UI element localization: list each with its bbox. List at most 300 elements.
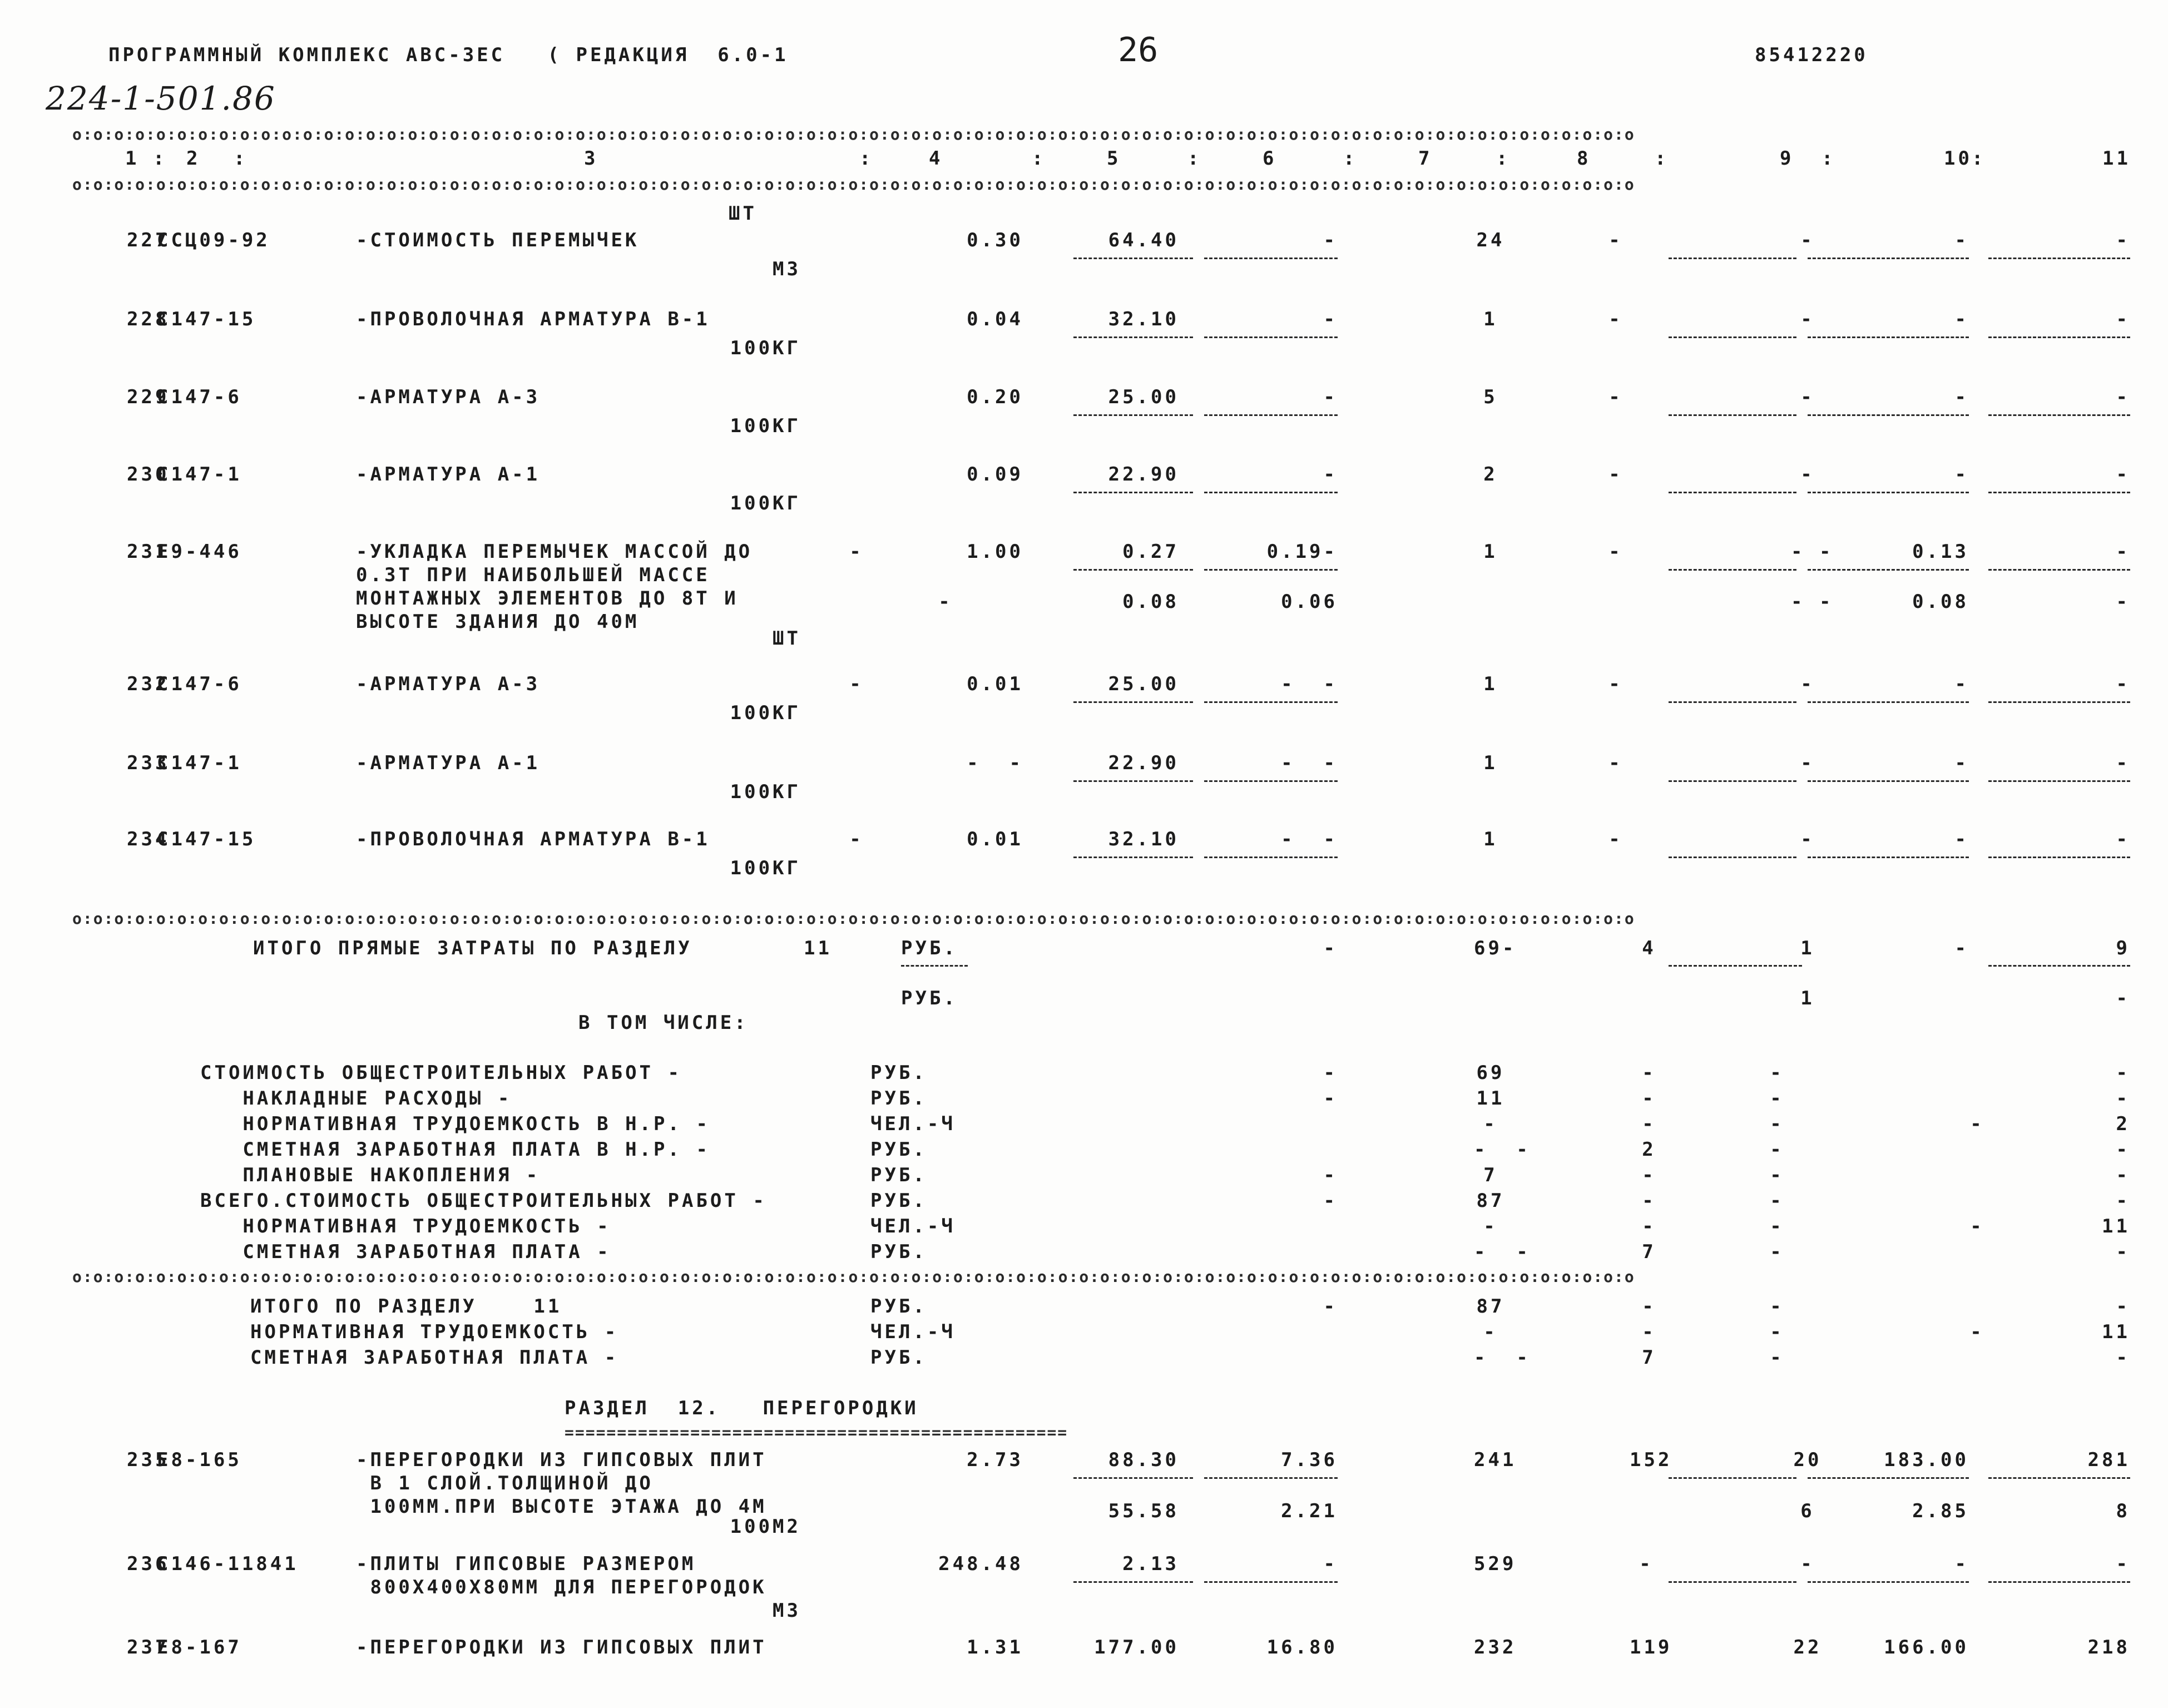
dash-rule (1204, 1477, 1338, 1479)
cell-quantity: 0.01 (967, 673, 1023, 695)
breakdown-unit: РУБ. (870, 1087, 927, 1110)
cell-machines: - - (1281, 752, 1338, 774)
totals-cell: 9 (2116, 937, 2130, 959)
cell-labor-total: - (2116, 1553, 2130, 1575)
cell-labor-total: 281 (2087, 1449, 2130, 1471)
column-number: 11 (2102, 147, 2131, 170)
cell-labor-unit-b: 2.85 (1912, 1500, 1969, 1522)
breakdown-cell: 7 (1642, 1346, 1656, 1369)
column-number: 2 (186, 147, 201, 170)
program-title: ПРОГРАММНЫЙ КОМПЛЕКС АВС-3ЕС ( РЕДАКЦИЯ 6.0-1 (108, 44, 789, 66)
cell-total: 24 (1476, 229, 1505, 251)
cell-labor: - (1800, 752, 1815, 774)
cell-total: 1 (1483, 752, 1498, 774)
cell-labor-total-b: - (2116, 591, 2130, 613)
cell-unit-cost: 25.00 (1108, 673, 1179, 695)
breakdown-cell: 11 (2102, 1321, 2130, 1343)
cell-labor-total: - (2116, 386, 2130, 408)
breakdown-cell: - (1770, 1321, 1784, 1343)
work-description: -ПЕРЕГОРОДКИ ИЗ ГИПСОВЫХ ПЛИТ (356, 1636, 767, 1659)
breakdown-cell: - - (1474, 1241, 1531, 1263)
cell-labor-total: 218 (2087, 1636, 2130, 1659)
totals-label: ИТОГО ПРЯМЫЕ ЗАТРАТЫ ПО РАЗДЕЛУ (253, 937, 692, 959)
dash-rule (1988, 1477, 2130, 1479)
cell-labor-total: - (2116, 463, 2130, 486)
dash-rule (1204, 492, 1338, 493)
breakdown-cell: - (1642, 1321, 1656, 1343)
cell-labor-unit: - (1954, 828, 1969, 850)
cell-machines: 7.36 (1281, 1449, 1338, 1471)
cell-quantity: 0.01 (967, 828, 1023, 850)
cell-wages: - (1608, 463, 1623, 486)
breakdown-cell: 7 (1642, 1241, 1656, 1263)
dash-rule (1073, 569, 1193, 571)
breakdown-cell: - (1483, 1321, 1498, 1343)
unit-label: М3 (773, 258, 801, 280)
column-divider: : (1187, 147, 1202, 170)
cell-machines: - (1323, 386, 1338, 408)
breakdown-cell: 2 (2116, 1113, 2130, 1135)
dash-rule (1204, 780, 1338, 782)
row-number: 229 (127, 386, 170, 408)
column-divider: : (1496, 147, 1511, 170)
norm-code: С147-6 (157, 386, 242, 408)
dash-rule (1808, 857, 1969, 858)
dash-rule (1988, 569, 2130, 571)
dash-rule (1204, 701, 1338, 703)
breakdown-cell: 7 (1483, 1164, 1498, 1186)
totals-unit: РУБ. (901, 937, 958, 959)
unit-label: 100КГ (730, 781, 801, 803)
work-description: -СТОИМОСТЬ ПЕРЕМЫЧЕК (356, 229, 640, 251)
totals-unit: РУБ. (901, 987, 958, 1009)
row-number: 232 (127, 673, 170, 695)
breakdown-cell: - (1770, 1113, 1784, 1135)
totals-cell: 1 (1800, 987, 1815, 1009)
cell-machines: - (1323, 463, 1338, 486)
cell-total: 1 (1483, 541, 1498, 563)
work-description: -ПЛИТЫ ГИПСОВЫЕ РАЗМЕРОМ (356, 1553, 696, 1575)
cell-unit-cost: 22.90 (1108, 463, 1179, 486)
cell-wages: - (1639, 1553, 1654, 1575)
row-number: 231 (127, 541, 170, 563)
cell-labor-total: - (2116, 541, 2130, 563)
dash-rule (1073, 780, 1193, 782)
breakdown-unit: РУБ. (870, 1190, 927, 1212)
column-divider: : (1032, 147, 1046, 170)
cell-unit-cost-b: 0.08 (1122, 591, 1179, 613)
breakdown-cell: - (1770, 1215, 1784, 1237)
section-title: РАЗДЕЛ 12. ПЕРЕГОРОДКИ (565, 1397, 919, 1419)
norm-code: С147-15 (157, 308, 256, 330)
breakdown-cell: 87 (1476, 1190, 1505, 1212)
cell-quantity: 1.31 (967, 1636, 1023, 1659)
cell-labor: - (1800, 229, 1815, 251)
dash-rule (1988, 258, 2130, 259)
breakdown-cell: 69 (1476, 1062, 1505, 1084)
breakdown-unit: РУБ. (870, 1138, 927, 1161)
breakdown-cell: - (1642, 1295, 1656, 1318)
breakdown-cell: - (2116, 1190, 2130, 1212)
cell-total: 529 (1474, 1553, 1517, 1575)
cell-labor-unit: - (1954, 463, 1969, 486)
cell-machines: 0.19- (1266, 541, 1338, 563)
column-number: 3 (584, 147, 598, 170)
cell-quantity: 248.48 (938, 1553, 1023, 1575)
totals-cell: - (2116, 987, 2130, 1009)
cell-total: 1 (1483, 673, 1498, 695)
dash-rule (1204, 258, 1338, 259)
dash-rule (1988, 1581, 2130, 1583)
breakdown-label: СМЕТНАЯ ЗАРАБОТНАЯ ПЛАТА В Н.Р. - (200, 1138, 710, 1161)
cell-machines: - (1323, 308, 1338, 330)
row-number: 230 (127, 463, 170, 486)
cell-unit-cost: 88.30 (1108, 1449, 1179, 1471)
breakdown-label: НОРМАТИВНАЯ ТРУДОЕМКОСТЬ - (200, 1215, 611, 1237)
cell-labor: - (1800, 463, 1815, 486)
breakdown-cell: - (1770, 1190, 1784, 1212)
breakdown-label: СТОИМОСТЬ ОБЩЕСТРОИТЕЛЬНЫХ РАБОТ - (200, 1062, 682, 1084)
column-number: 6 (1263, 147, 1277, 170)
breakdown-label: СМЕТНАЯ ЗАРАБОТНАЯ ПЛАТА - (250, 1346, 619, 1369)
breakdown-unit: РУБ. (870, 1346, 927, 1369)
cell-machines: - (1323, 1553, 1338, 1575)
norm-code: Е8-165 (157, 1449, 242, 1471)
breakdown-cell: - - (1474, 1138, 1531, 1161)
row-number: 233 (127, 752, 170, 774)
cell-labor-unit: 166.00 (1884, 1636, 1969, 1659)
breakdown-label: ВСЕГО.СТОИМОСТЬ ОБЩЕСТРОИТЕЛЬНЫХ РАБОТ - (200, 1190, 767, 1212)
column-number: 8 (1577, 147, 1591, 170)
cell-machines: 16.80 (1266, 1636, 1338, 1659)
row-number: 234 (127, 828, 170, 850)
cell-total: 232 (1474, 1636, 1517, 1659)
dash-rule (1669, 1581, 1796, 1583)
totals-separator: o:o:o:o:o:o:o:o:o:o:o:o:o:o:o:o:o:o:o:o:o:o:o:o:o:o:o:o:o:o:o:o:o:o:o:o:o:o:o:o:o:o:o:o:o:o:o:o:o:o:o:o:o:o:o:o:o:o:o:o:o:o:o:o:o:o:o:o:o:o:o:o:o:o:o (72, 911, 1635, 927)
dash-rule (1808, 492, 1969, 493)
dash-rule (1988, 701, 2130, 703)
cell-labor-total: - (2116, 229, 2130, 251)
handwritten-reference: 224-1-501.86 (46, 80, 276, 117)
dash-rule (1669, 336, 1796, 338)
dash-rule (1988, 965, 2130, 967)
breakdown-cell: - (1770, 1062, 1784, 1084)
breakdown-unit: РУБ. (870, 1062, 927, 1084)
cell-wages: - (1608, 308, 1623, 330)
norm-code: С147-1 (157, 463, 242, 486)
section-underline: ================================================ (565, 1425, 1068, 1440)
column-divider: : (153, 147, 167, 170)
dash-rule (1073, 492, 1193, 493)
work-description: -АРМАТУРА А-1 (356, 752, 541, 774)
breakdown-cell: - (1642, 1164, 1656, 1186)
dash-rule (1988, 780, 2130, 782)
breakdown-unit: РУБ. (870, 1295, 927, 1318)
breakdown-cell: - (1323, 1190, 1338, 1212)
breakdown-unit: РУБ. (870, 1241, 927, 1263)
totals-cell: 69- (1474, 937, 1517, 959)
dash-rule (1204, 336, 1338, 338)
work-description: 100ММ.ПРИ ВЫСОТЕ ЭТАЖА ДО 4М (356, 1496, 767, 1518)
cell-unit-cost: 177.00 (1094, 1636, 1179, 1659)
dash-rule (1669, 569, 1796, 571)
cell-labor: - (1800, 386, 1815, 408)
dash-rule (1073, 1477, 1193, 1479)
cell-total: 241 (1474, 1449, 1517, 1471)
cell-unit-cost: 0.27 (1122, 541, 1179, 563)
cell-wages: - (1608, 386, 1623, 408)
breakdown-unit: РУБ. (870, 1164, 927, 1186)
row-number: 236 (127, 1553, 170, 1575)
breakdown-cell: - (1323, 1087, 1338, 1110)
breakdown-cell: - (1770, 1241, 1784, 1263)
breakdown-cell: - (2116, 1087, 2130, 1110)
dash-rule (1808, 1477, 1969, 1479)
cell-unit-cost: 32.10 (1108, 828, 1179, 850)
dash-rule (1988, 857, 2130, 858)
unit-label: 100КГ (730, 415, 801, 437)
column-number: 7 (1418, 147, 1433, 170)
cell-labor: - (1800, 673, 1815, 695)
work-description: -АРМАТУРА А-3 (356, 386, 541, 408)
dash-rule (1988, 414, 2130, 416)
cell-wages: 119 (1630, 1636, 1672, 1659)
cell-labor-total: - (2116, 308, 2130, 330)
breakdown-cell: 2 (1642, 1138, 1656, 1161)
breakdown-unit: ЧЕЛ.-Ч (870, 1113, 956, 1135)
cell-labor-unit: - (1954, 308, 1969, 330)
cell-labor-total: - (2116, 828, 2130, 850)
dash-rule (1669, 965, 1802, 967)
totals-section-number: 11 (804, 937, 832, 959)
cell-labor: - (1800, 308, 1815, 330)
dash-rule (1073, 1581, 1193, 1583)
row-number: 235 (127, 1449, 170, 1471)
work-description: 0.3Т ПРИ НАИБОЛЬШЕЙ МАССЕ (356, 564, 710, 586)
breakdown-cell: - (1970, 1113, 1984, 1135)
dash-rule (1988, 336, 2130, 338)
cell-total: 2 (1483, 463, 1498, 486)
breakdown-cell: - (1483, 1113, 1498, 1135)
document-code: 85412220 (1755, 44, 1868, 66)
dash-rule (1073, 857, 1193, 858)
dash-rule (1808, 258, 1969, 259)
cell-total: 5 (1483, 386, 1498, 408)
cell-labor-unit-b: 0.08 (1912, 591, 1969, 613)
column-number: 1 (125, 147, 140, 170)
dash-rule (1073, 258, 1193, 259)
breakdown-cell: 11 (2102, 1215, 2130, 1237)
cell-wages: - (1608, 673, 1623, 695)
cell-quantity: 2.73 (967, 1449, 1023, 1471)
breakdown-cell: - (1970, 1215, 1984, 1237)
cell-col4: - (849, 541, 864, 563)
cell-labor-total: - (2116, 752, 2130, 774)
cell-machines: - (1323, 229, 1338, 251)
dash-rule (1204, 1581, 1338, 1583)
breakdown-cell: - (2116, 1241, 2130, 1263)
cell-labor-unit: - (1954, 673, 1969, 695)
cell-total: 1 (1483, 828, 1498, 850)
cell-col5-b: - (938, 591, 953, 613)
breakdown-label: ИТОГО ПО РАЗДЕЛУ 11 (250, 1295, 562, 1318)
top-separator: o:o:o:o:o:o:o:o:o:o:o:o:o:o:o:o:o:o:o:o:o:o:o:o:o:o:o:o:o:o:o:o:o:o:o:o:o:o:o:o:o:o:o:o:o:o:o:o:o:o:o:o:o:o:o:o:o:o:o:o:o:o:o:o:o:o:o:o:o:o:o:o:o:o:o (72, 127, 1635, 142)
cell-labor-total: - (2116, 673, 2130, 695)
cell-machines: - - (1281, 673, 1338, 695)
breakdown-cell: - (2116, 1138, 2130, 1161)
dash-rule (1669, 780, 1796, 782)
cell-wages: - (1608, 752, 1623, 774)
breakdown-label: ПЛАНОВЫЕ НАКОПЛЕНИЯ - (200, 1164, 541, 1186)
cell-labor-unit: - (1954, 386, 1969, 408)
including-heading: В ТОМ ЧИСЛЕ: (578, 1012, 749, 1034)
cell-labor-unit: 0.13 (1912, 541, 1969, 563)
dash-rule (1669, 492, 1796, 493)
breakdown-cell: - (1770, 1087, 1784, 1110)
cell-total: 1 (1483, 308, 1498, 330)
dash-rule (1204, 857, 1338, 858)
breakdown-cell: - (1323, 1062, 1338, 1084)
totals-cell: - (1954, 937, 1969, 959)
cell-labor: - (1800, 1553, 1815, 1575)
dash-rule (1808, 701, 1969, 703)
cell-col4: - (849, 828, 864, 850)
breakdown-cell: - - (1474, 1346, 1531, 1369)
cell-wages: - (1608, 828, 1623, 850)
breakdown-cell: - (1642, 1215, 1656, 1237)
totals-cell: - (1323, 937, 1338, 959)
breakdown-cell: - (1642, 1087, 1656, 1110)
breakdown-cell: - (2116, 1164, 2130, 1186)
header-separator: o:o:o:o:o:o:o:o:o:o:o:o:o:o:o:o:o:o:o:o:o:o:o:o:o:o:o:o:o:o:o:o:o:o:o:o:o:o:o:o:o:o:o:o:o:o:o:o:o:o:o:o:o:o:o:o:o:o:o:o:o:o:o:o:o:o:o:o:o:o:o:o:o:o:o (72, 177, 1635, 192)
cell-unit-cost: 64.40 (1108, 229, 1179, 251)
subtotal-separator: o:o:o:o:o:o:o:o:o:o:o:o:o:o:o:o:o:o:o:o:o:o:o:o:o:o:o:o:o:o:o:o:o:o:o:o:o:o:o:o:o:o:o:o:o:o:o:o:o:o:o:o:o:o:o:o:o:o:o:o:o:o:o:o:o:o:o:o:o:o:o:o:o:o:o (72, 1269, 1635, 1285)
cell-labor-total-b: 8 (2116, 1500, 2130, 1522)
cell-labor: - (1800, 828, 1815, 850)
work-description: -ПЕРЕГОРОДКИ ИЗ ГИПСОВЫХ ПЛИТ (356, 1449, 767, 1471)
breakdown-cell: - (2116, 1346, 2130, 1369)
work-description: -АРМАТУРА А-1 (356, 463, 541, 486)
breakdown-cell: 87 (1476, 1295, 1505, 1318)
cell-labor-unit: - (1954, 752, 1969, 774)
unit-label: ШТ (773, 627, 801, 650)
work-description: МОНТАЖНЫХ ЭЛЕМЕНТОВ ДО 8Т И (356, 587, 739, 610)
row-number: 237 (127, 1636, 170, 1659)
breakdown-cell: - (2116, 1295, 2130, 1318)
column-number: 5 (1107, 147, 1121, 170)
norm-code: Е9-446 (157, 541, 242, 563)
breakdown-cell: - (1323, 1164, 1338, 1186)
cell-quantity: 0.30 (967, 229, 1023, 251)
cell-wages: 152 (1630, 1449, 1672, 1471)
work-description: В 1 СЛОЙ.ТОЛЩИНОЙ ДО (356, 1472, 654, 1494)
cell-quantity: 0.20 (967, 386, 1023, 408)
unit-label: М3 (773, 1600, 801, 1622)
cell-quantity: 1.00 (967, 541, 1023, 563)
dash-rule (1073, 414, 1193, 416)
cell-labor: 22 (1793, 1636, 1822, 1659)
breakdown-cell: 11 (1476, 1087, 1505, 1110)
column-divider: : (234, 147, 248, 170)
dash-rule (1808, 1581, 1969, 1583)
breakdown-cell: - (1770, 1164, 1784, 1186)
breakdown-cell: - (1642, 1113, 1656, 1135)
dash-rule (1669, 414, 1796, 416)
breakdown-cell: - (1970, 1321, 1984, 1343)
totals-cell: 1 (1800, 937, 1815, 959)
dash-rule (1808, 336, 1969, 338)
norm-code: Е8-167 (157, 1636, 242, 1659)
cell-labor-unit: - (1954, 229, 1969, 251)
cell-quantity: 0.04 (967, 308, 1023, 330)
cell-quantity: - - (967, 752, 1023, 774)
page-number: 26 (1118, 31, 1159, 70)
cell-labor: 20 (1793, 1449, 1822, 1471)
cell-machines-b: 0.06 (1281, 591, 1338, 613)
column-number: 10 (1944, 147, 1972, 170)
work-description: 800Х400Х80ММ ДЛЯ ПЕРЕГОРОДОК (356, 1576, 767, 1598)
row-number: 228 (127, 308, 170, 330)
unit-label: 100КГ (730, 857, 801, 879)
dash-rule (1988, 492, 2130, 493)
breakdown-cell: - (1642, 1190, 1656, 1212)
dash-rule (1669, 1477, 1796, 1479)
cell-unit-cost-b: 55.58 (1108, 1500, 1179, 1522)
cell-wages: - (1608, 541, 1623, 563)
breakdown-cell: - (2116, 1062, 2130, 1084)
column-divider: : (1821, 147, 1836, 170)
dash-rule (1808, 414, 1969, 416)
unit-label: 100КГ (730, 492, 801, 514)
work-description: ВЫСОТЕ ЗДАНИЯ ДО 40М (356, 611, 640, 633)
breakdown-unit: ЧЕЛ.-Ч (870, 1215, 956, 1237)
column-divider: : (1655, 147, 1669, 170)
breakdown-unit: ЧЕЛ.-Ч (870, 1321, 956, 1343)
dash-rule (1073, 336, 1193, 338)
dash-rule (1669, 258, 1796, 259)
cell-col4: - (849, 673, 864, 695)
cell-unit-cost: 22.90 (1108, 752, 1179, 774)
unit-label: ШТ (729, 202, 757, 225)
column-number: 9 (1780, 147, 1794, 170)
cell-wages: - (1608, 229, 1623, 251)
breakdown-cell: - (1323, 1295, 1338, 1318)
work-description: -УКЛАДКА ПЕРЕМЫЧЕК МАССОЙ ДО (356, 541, 753, 563)
dash-rule (1073, 701, 1193, 703)
row-number: 227 (127, 229, 170, 251)
norm-code: С146-11841 (157, 1553, 299, 1575)
breakdown-cell: - (1483, 1215, 1498, 1237)
column-divider: : (1972, 147, 1986, 170)
norm-code: С147-6 (157, 673, 242, 695)
cell-labor-b: - - (1791, 591, 1834, 613)
breakdown-label: НАКЛАДНЫЕ РАСХОДЫ - (200, 1087, 512, 1110)
dash-rule (1204, 569, 1338, 571)
cell-machines-b: 2.21 (1281, 1500, 1338, 1522)
column-divider: : (1343, 147, 1358, 170)
dash-rule (1808, 780, 1969, 782)
breakdown-cell: - (1642, 1062, 1656, 1084)
cell-unit-cost: 25.00 (1108, 386, 1179, 408)
cell-unit-cost: 32.10 (1108, 308, 1179, 330)
breakdown-cell: - (1770, 1138, 1784, 1161)
cell-labor-unit: 183.00 (1884, 1449, 1969, 1471)
breakdown-label: СМЕТНАЯ ЗАРАБОТНАЯ ПЛАТА - (200, 1241, 611, 1263)
unit-label: 100КГ (730, 702, 801, 724)
dash-rule (1669, 701, 1796, 703)
dash-rule (1204, 414, 1338, 416)
norm-code: С147-15 (157, 828, 256, 850)
